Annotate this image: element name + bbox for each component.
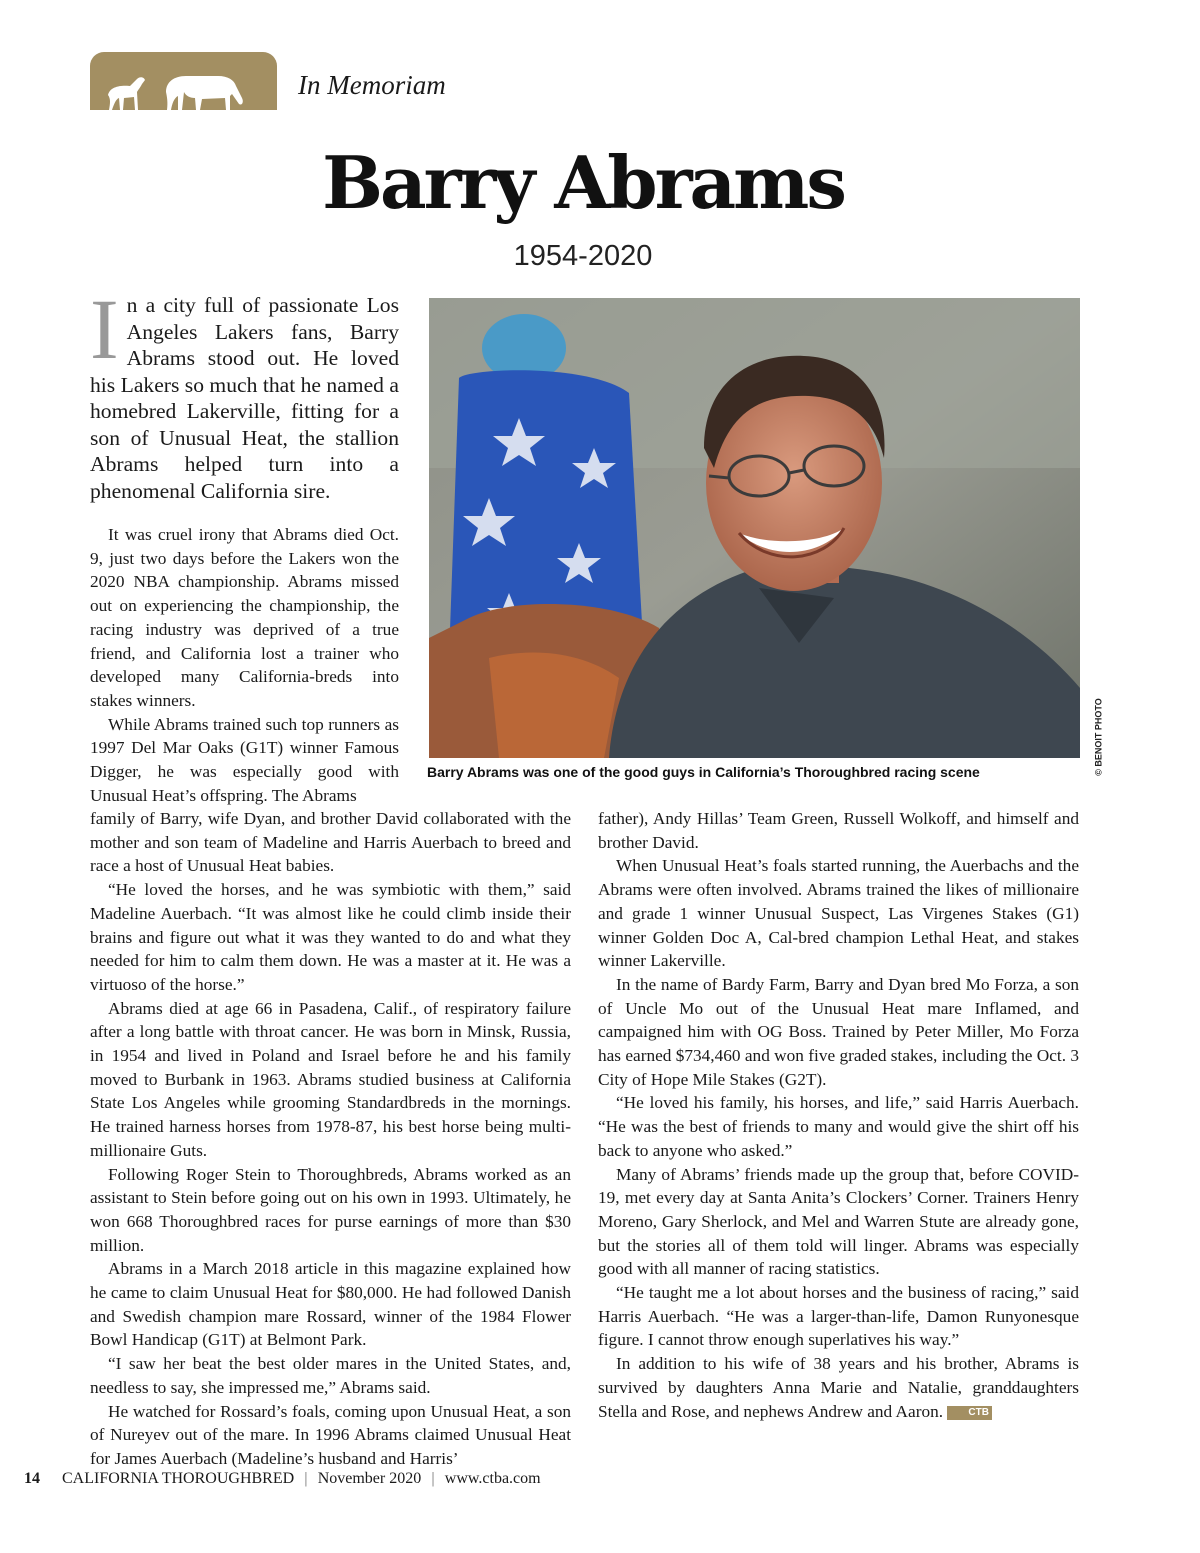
website-link[interactable]: www.ctba.com: [444, 1470, 541, 1487]
article-title: Barry Abrams: [322, 140, 844, 225]
portrait-photo: [429, 298, 1080, 758]
section-logo: [90, 52, 277, 118]
paragraph: Abrams in a March 2018 article in this magazine explained how he came to claim Unusual Heat for $80,000. He had followed Danish and Swedish champion mare Rossard, winner of the 1984 Flower Bowl Handicap (G1T) at Belmont Park.: [90, 1259, 571, 1350]
drop-cap: I: [90, 281, 119, 377]
paragraph: When Unusual Heat’s foals started running, the Auerbachs and the Abrams were often involved. Abrams trained the likes of millionaire and grade 1 winner Unusual Suspect, Las Virgenes Stakes (G1) winner Golden Doc A, Cal-bred champion Lethal Heat, and stakes winner Lakerville.: [598, 856, 1079, 971]
paragraph-final: [598, 1352, 1079, 1423]
paragraph-text: In addition to his wife of 38 years and his brother, Abrams is survived by daughters Anna Marie and Natalie, granddaughters Stella and Rose, and nephews Andrew and Aaron.: [598, 1354, 1079, 1421]
paragraph: He watched for Rossard’s foals, coming upon Unusual Heat, a son of Nureyev out of the mare. In 1996 Abrams claimed Unusual Heat for James Auerbach (Madeline’s husband and Harris’: [90, 1401, 571, 1468]
footer-divider: |: [304, 1470, 308, 1487]
photo-credit-text: © BENOIT PHOTO: [1093, 698, 1104, 776]
column-1-bottom: [90, 807, 571, 1471]
life-years: 1954-2020: [513, 240, 653, 272]
paragraph: “He loved the horses, and he was symbiotic with them,” said Madeline Auerbach. “It was almost like he could climb inside their brains and figure out what it was they wanted to do and what they needed for him to calm them down. He was a master at it. He was a virtuoso of the horse.”: [90, 880, 571, 994]
paragraph: father), Andy Hillas’ Team Green, Russell Wolkoff, and himself and brother David.: [598, 809, 1079, 852]
lead-paragraph: [90, 281, 399, 504]
paragraph: In the name of Bardy Farm, Barry and Dyan bred Mo Forza, a son of Uncle Mo out of the Unusual Heat mare Inflamed, and campaigned him with OG Boss. Trained by Peter Miller, Mo Forza has earned $734,460 and won five graded stakes, including the Oct. 3 City of Hope Mile Stakes (G2T).: [598, 974, 1079, 1089]
end-mark: CTB: [947, 1406, 992, 1420]
section-label: In Memoriam: [298, 70, 446, 100]
footer-divider: |: [431, 1470, 435, 1487]
paragraph: family of Barry, wife Dyan, and brother David collaborated with the mother and son team of Madeline and Harris Auerbach to breed and race a host of Unusual Heat babies.: [90, 809, 571, 876]
page-number: 14: [24, 1470, 40, 1487]
photo-caption: Barry Abrams was one of the good guys in California’s Thoroughbred racing scene: [427, 764, 980, 780]
paragraph: “He taught me a lot about horses and the business of racing,” said Harris Auerbach. “He was a larger-than-life, Damon Runyonesque figure. I cannot throw enough superlatives his way.”: [598, 1283, 1079, 1350]
column-2: [598, 807, 1079, 1423]
paragraph: Many of Abrams’ friends made up the group that, before COVID-19, met every day at Santa Anita’s Clockers’ Corner. Trainers Henry Moreno, Gary Sherlock, and Mel and Warren Stute are already gone, but the stories all of them told will linger. Abrams was especially good with all manner of racing statistics.: [598, 1164, 1079, 1279]
column-1-top: [90, 523, 399, 807]
paragraph: Following Roger Stein to Thoroughbreds, Abrams worked as an assistant to Stein before going out on his own in 1993. Ultimately, he won 668 Thoroughbred races for purse earnings of more than $30 million.: [90, 1164, 571, 1255]
publication-name: CALIFORNIA THOROUGHBRED: [62, 1470, 295, 1487]
photo-credit: [1084, 698, 1104, 776]
paragraph: Abrams died at age 66 in Pasadena, Calif., of respiratory failure after a long battle with throat cancer. He was born in Minsk, Russia, in 1954 and lived in Poland and Israel before he and his family moved to Burbank in 1963. Abrams studied business at California State Los Angeles while grooming Standardbreds in the mornings. He trained harness horses from 1978-87, his best horse being multi-millionaire Guts.: [90, 998, 571, 1160]
paragraph: “He loved his family, his horses, and life,” said Harris Auerbach. “He was the best of friends to many and would give the shirt off his back to anyone who asked.”: [598, 1093, 1079, 1160]
lead-text: n a city full of passionate Los Angeles Lakers fans, Barry Abrams stood out. He loved his Lakers so much that he named a homebred Lakerville, fitting for a son of Unusual Heat, the stallion Abrams helped turn into a phenomenal California sire.: [90, 293, 399, 503]
paragraph: “I saw her beat the best older mares in the United States, and, needless to say, she impressed me,” Abrams said.: [90, 1354, 571, 1397]
paragraph: While Abrams trained such top runners as 1997 Del Mar Oaks (G1T) winner Famous Digger, he was especially good with Unusual Heat’s offspring. The Abrams: [90, 714, 399, 805]
paragraph: It was cruel irony that Abrams died Oct. 9, just two days before the Lakers won the 2020 NBA championship. Abrams missed out on experiencing the championship, the racing industry was deprived of a true friend, and California lost a trainer who developed many California-breds into stakes winners.: [90, 525, 399, 710]
page-footer: [24, 1470, 541, 1488]
issue-date: November 2020: [317, 1470, 422, 1487]
horses-logo-icon: [90, 52, 277, 118]
